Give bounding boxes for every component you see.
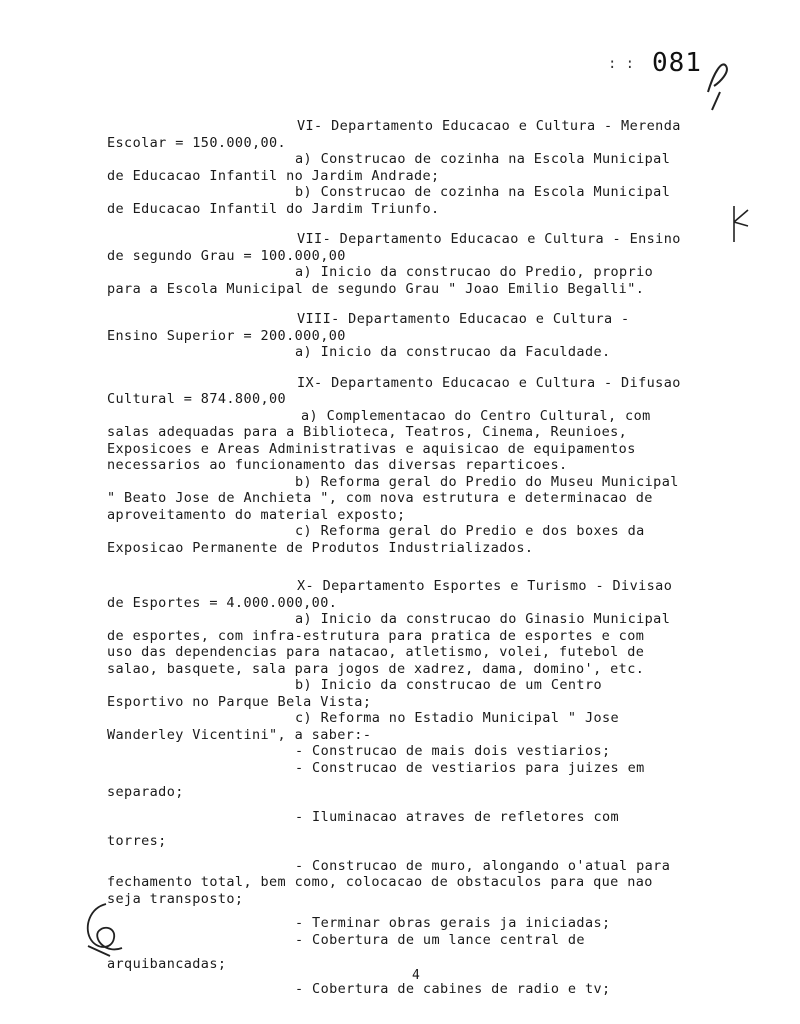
page-reference-stamp: 081 — [652, 48, 702, 78]
text-line: b) Construcao de cozinha na Escola Municipal — [295, 184, 671, 200]
text-line: uso das dependencias para natacao, atletismo, volei, futebol de — [107, 644, 645, 660]
stamp-dots: : : — [608, 56, 635, 72]
section-heading: X- Departamento Esportes e Turismo - Divisao — [297, 578, 673, 594]
text-line: c) Reforma geral do Predio e dos boxes da — [295, 523, 645, 539]
document-body — [107, 118, 719, 997]
section-vii — [107, 231, 719, 297]
text-line: torres; — [107, 833, 167, 849]
list-item: - Cobertura de cabines de radio e tv; — [295, 980, 611, 997]
text-line: a) Complementacao do Centro Cultural, com — [301, 407, 651, 424]
handwritten-initial-stroke — [700, 52, 740, 112]
text-line: a) Inicio da construcao do Ginasio Municipal — [295, 611, 671, 627]
text-line: a) Inicio da construcao da Faculdade. — [295, 344, 611, 360]
text-line: salao, basquete, sala para jogos de xadrez, dama, domino', etc. — [107, 660, 645, 677]
list-item: - Construcao de vestiarios para juizes em — [295, 759, 645, 776]
text-line: b) Inicio da construcao de um Centro — [295, 677, 602, 693]
text-line: para a Escola Municipal de segundo Grau " Joao Emilio Begalli". — [107, 280, 645, 297]
text-line: Exposicao Permanente de Produtos Industrializados. — [107, 539, 534, 556]
margin-mark — [728, 204, 752, 244]
list-item: - Terminar obras gerais ja iniciadas; — [295, 915, 611, 931]
list-item: - Construcao de mais dois vestiarios; — [295, 743, 611, 759]
text-line: b) Reforma geral do Predio do Museu Municipal — [295, 473, 679, 490]
text-line: Esportivo no Parque Bela Vista; — [107, 693, 372, 710]
list-item: - Construcao de muro, alongando o'atual para — [295, 857, 671, 874]
section-vi — [107, 118, 719, 217]
page-number: 4 — [412, 968, 421, 983]
text-line: Wanderley Vicentini", a saber:- — [107, 726, 372, 743]
text-line: c) Reforma no Estadio Municipal " Jose — [295, 710, 620, 726]
text-line: de esportes, com infra-estrutura para pratica de esportes e com — [107, 627, 645, 644]
text-line: Exposicoes e Areas Administrativas e aquisicao de equipamentos — [107, 440, 636, 457]
section-ix — [107, 375, 719, 557]
text-line: arquibancadas; — [107, 956, 227, 972]
text-line: " Beato Jose de Anchieta ", com nova estrutura e determinacao de — [107, 490, 653, 506]
section-viii — [107, 311, 719, 361]
section-heading: IX- Departamento Educacao e Cultura - Difusao — [297, 374, 681, 391]
text-line: Cultural = 874.800,00 — [107, 391, 287, 407]
text-line: aproveitamento do material exposto; — [107, 506, 406, 523]
section-heading: VIII- Departamento Educacao e Cultura - — [297, 311, 630, 327]
text-line: Escolar = 150.000,00. — [107, 134, 287, 151]
text-line: seja transposto; — [107, 890, 244, 907]
text-line: de Esportes = 4.000.000,00. — [107, 594, 338, 611]
list-item: - Iluminacao atraves de refletores com — [295, 808, 620, 825]
text-line: fechamento total, bem como, colocacao de obstaculos para que nao — [107, 874, 653, 890]
text-line: necessarios ao funcionamento das diversas reparticoes. — [107, 457, 568, 473]
section-x — [107, 578, 719, 997]
text-line: de Educacao Infantil no Jardim Andrade; — [107, 167, 440, 184]
text-line: salas adequadas para a Biblioteca, Teatros, Cinema, Reunioes, — [107, 424, 628, 440]
list-item: - Cobertura de um lance central de — [295, 931, 585, 948]
text-line: Ensino Superior = 200.000,00 — [107, 327, 346, 344]
text-line: de segundo Grau = 100.000,00 — [107, 247, 346, 264]
text-line: a) Construcao de cozinha na Escola Municipal — [295, 151, 671, 167]
text-line: a) Inicio da construcao do Predio, proprio — [295, 264, 654, 280]
text-line: de Educacao Infantil do Jardim Triunfo. — [107, 200, 440, 217]
text-line: separado; — [107, 784, 184, 800]
section-heading: VII- Departamento Educacao e Cultura - Ensino — [297, 231, 681, 247]
section-heading: VI- Departamento Educacao e Cultura - Merenda — [297, 118, 681, 134]
